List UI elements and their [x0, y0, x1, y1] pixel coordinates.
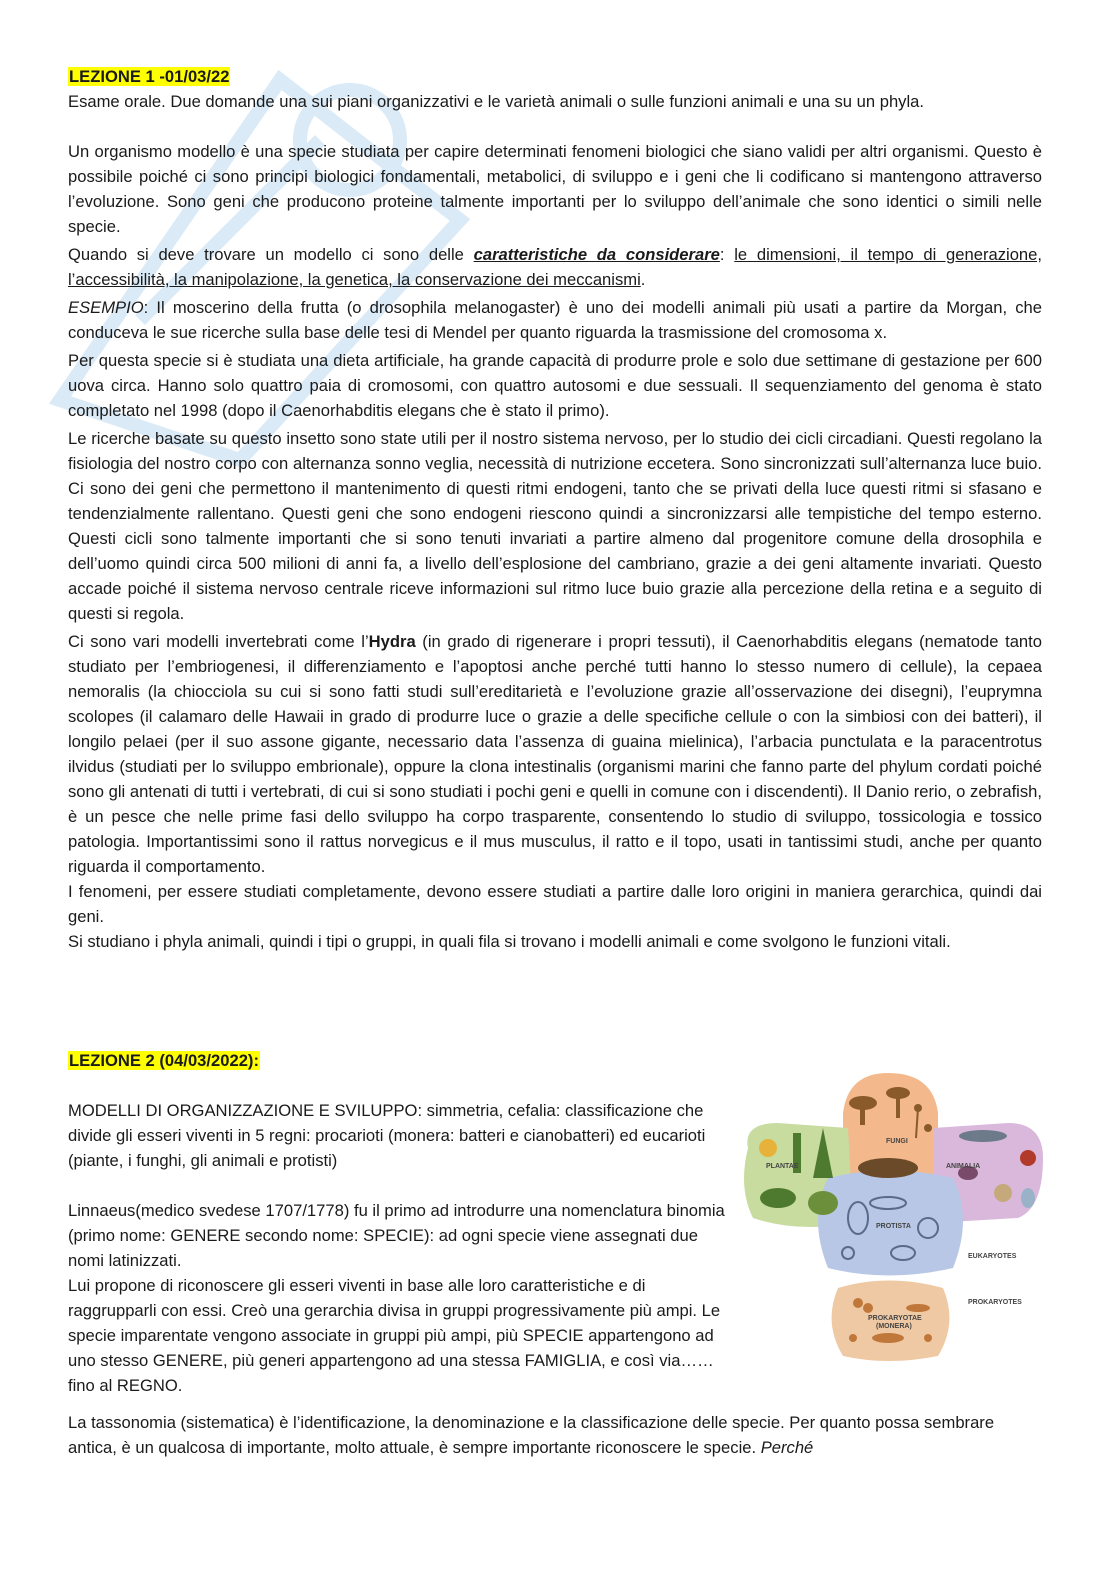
text-italic: Perché	[760, 1438, 814, 1457]
paragraph-modelli-organizzazione: MODELLI DI ORGANIZZAZIONE E SVILUPPO: simmetria, cefalia: classificazione che divide gli esseri viventi in 5 regni: procarioti (monera: batteri e cianobatteri) ed eucarioti (piante, i funghi, gli animali e protisti)	[68, 1101, 706, 1170]
lezione-2-heading	[68, 1048, 260, 1073]
text-bold-italic: caratteristiche da considerare	[473, 245, 720, 264]
lezione-1-title: LEZIONE 1 -01/03/22	[69, 67, 230, 86]
label-monera-1: PROKARYOTAE	[868, 1315, 922, 1322]
label-eukaryotes: EUKARYOTES	[968, 1253, 1017, 1260]
paragraph-gerarchia: Lui propone di riconoscere gli esseri viventi in base alle loro caratteristiche e di raggrupparli con essi. Creò una gerarchia divisa in gruppi progressivamente più ampi. Le specie imparentate vengono associate in gruppi più ampi, più SPECIE appartengono ad uno stesso GENERE, più generi appartengono ad una stessa FAMIGLIA, e così via……fino al REGNO.	[68, 1276, 721, 1395]
lezione-2-bottom	[68, 1410, 1042, 1460]
text-underlined: le dimensioni, il tempo di generazione, l’accessibilità, la manipolazione, la genetica, la conservazione dei meccanismi	[68, 245, 1042, 289]
text-italic: ESEMPIO	[68, 298, 144, 317]
lezione-2-title: LEZIONE 2 (04/03/2022):	[69, 1051, 259, 1070]
text-segment: Quando si deve trovare un modello ci sono delle	[68, 245, 474, 264]
label-prokaryotes: PROKARYOTES	[968, 1299, 1022, 1306]
paragraph-linnaeus: Linnaeus(medico svedese 1707/1778) fu il primo ad introdurre una nomenclatura binomia (primo nome: GENERE secondo nome: SPECIE): ad ogni specie viene assegnati due nomi latinizzati.	[68, 1201, 725, 1270]
paragraph-esempio	[68, 295, 1042, 345]
paragraph-modelli-invertebrati	[68, 629, 1042, 879]
text-segment: Ci sono vari modelli invertebrati come l’	[68, 632, 369, 651]
paragraph-caratteristiche	[68, 242, 1042, 292]
five-kingdoms-figure	[738, 1068, 1048, 1368]
text-segment: :	[719, 245, 735, 264]
lezione-2-left-column	[68, 1098, 728, 1398]
text-segment: La tassonomia (sistematica) è l’identificazione, la denominazione e la classificazione delle specie. Per quanto possa sembrare antica, è un qualcosa di importante, molto attuale, è sempre importante riconoscere le specie.	[68, 1413, 995, 1457]
label-fungi: FUNGI	[886, 1138, 908, 1145]
label-monera-2: (MONERA)	[876, 1323, 912, 1330]
text-segment: (in grado di rigenerare i propri tessuti), il Caenorhabditis elegans (nematode tanto studiato per l’embriogenesi, il differenziamento e l’apoptosi anche perché tutti hanno lo stesso numero di cellule), la cepaea nemoralis (la chiocciola su cui si sono fatti studi sull’ereditarietà e l’evoluzione grazie all’osservazione dei disegni), l’euprymna scolopes (il calamaro delle Hawaii in grado di produrre luce o grazie a delle specifiche cellule o con la simbiosi con dei batteri), il longilo pelaei (per il suo assone gigante, necessario data l’assenza di guaina mielinica), l’arbacia punctulata e la paracentrotus ilvidus (studiati per lo sviluppo embrionale), oppure la clona intestinalis (organismi marini che fanno parte del phylum cordati poiché sono gli antenati di tutti i vertebrati, di cui si sono studiati i pochi geni e quelli in comune con i discendenti). Il Danio rerio, o zebrafish, è un pesce che nelle prime fasi dello sviluppo ha corpo trasparente, consentendo lo studio di sviluppo, tossicologia e tossico patologia. Importantissimi sono il rattus norvegicus e il mus musculus, il ratto e il topo, usati in tantissimi studi, anche per quanto riguarda il comportamento.	[68, 632, 1042, 876]
paragraph-exam: Esame orale. Due domande una sui piani organizzativi e le varietà animali o sulle funzioni animali e una su un phyla.	[68, 92, 924, 111]
label-protista: PROTISTA	[876, 1223, 911, 1230]
text-segment: .	[640, 270, 646, 289]
lezione-1-section	[68, 64, 1042, 954]
paragraph-organismo-modello: Un organismo modello è una specie studiata per capire determinati fenomeni biologici che siano validi per altri organismi. Questo è possibile poiché ci sono principi biologici fondamentali, metabolici, di sviluppo e i geni che li codificano si mantengono attraverso l’evoluzione. Sono geni che producono proteine talmente importanti per lo sviluppo dell’animale che sono identici o simili nelle specie.	[68, 142, 1042, 236]
paragraph-dieta: Per questa specie si è studiata una dieta artificiale, ha grande capacità di produrre prole e solo due settimane di gestazione per 600 uova circa. Hanno solo quattro paia di cromosomi, con quattro autosomi e due sessuali. Il sequenziamento del genoma è stato completato nel 1998 (dopo il Caenorhabditis elegans che è stato il primo).	[68, 351, 1042, 420]
paragraph-ricerche: Le ricerche basate su questo insetto sono state utili per il nostro sistema nervoso, per lo studio dei cicli circadiani. Questi regolano la fisiologia del nostro corpo con alternanza sonno veglia, necessità di nutrizione eccetera. Sono sincronizzati sull’alternanza luce buio. Ci sono dei geni che permettono il mantenimento di questi ritmi endogeni, tanto che se privati della luce questi ritmi si sfasano e tendenzialmente rallentano. Questi geni che sono endogeni riescono quindi a sincronizzarsi alle tempistiche del tempo esterno. Questi cicli sono talmente importanti che si sono tenuti invariati a partire almeno dal progenitore comune della drosophila e dell’uomo quindi circa 500 milioni di anni fa, a livello dell’esplosione del cambriano, grazie a dei geni altamente invariati. Questo accade poiché il sistema nervoso centrale riceve informazioni sul ritmo luce buio grazie alla percezione della retina e a seguito di questi si regola.	[68, 429, 1042, 623]
label-plantae: PLANTAE	[766, 1163, 799, 1170]
paragraph-phyla: Si studiano i phyla animali, quindi i tipi o gruppi, in quali fila si trovano i modelli animali e come svolgono le funzioni vitali.	[68, 932, 951, 951]
text-bold: Hydra	[368, 632, 416, 651]
text-segment: : Il moscerino della frutta (o drosophila melanogaster) è uno dei modelli animali più usati a partire da Morgan, che conduceva le sue ricerche sulla base delle tesi di Mendel per quanto riguarda la trasmissione del cromosoma x.	[68, 298, 1042, 342]
label-animalia: ANIMALIA	[946, 1163, 981, 1170]
paragraph-fenomeni: I fenomeni, per essere studiati completamente, devono essere studiati a partire dalle loro origini in maniera gerarchica, quindi dai geni.	[68, 882, 1042, 926]
paragraph-tassonomia	[68, 1410, 1042, 1460]
